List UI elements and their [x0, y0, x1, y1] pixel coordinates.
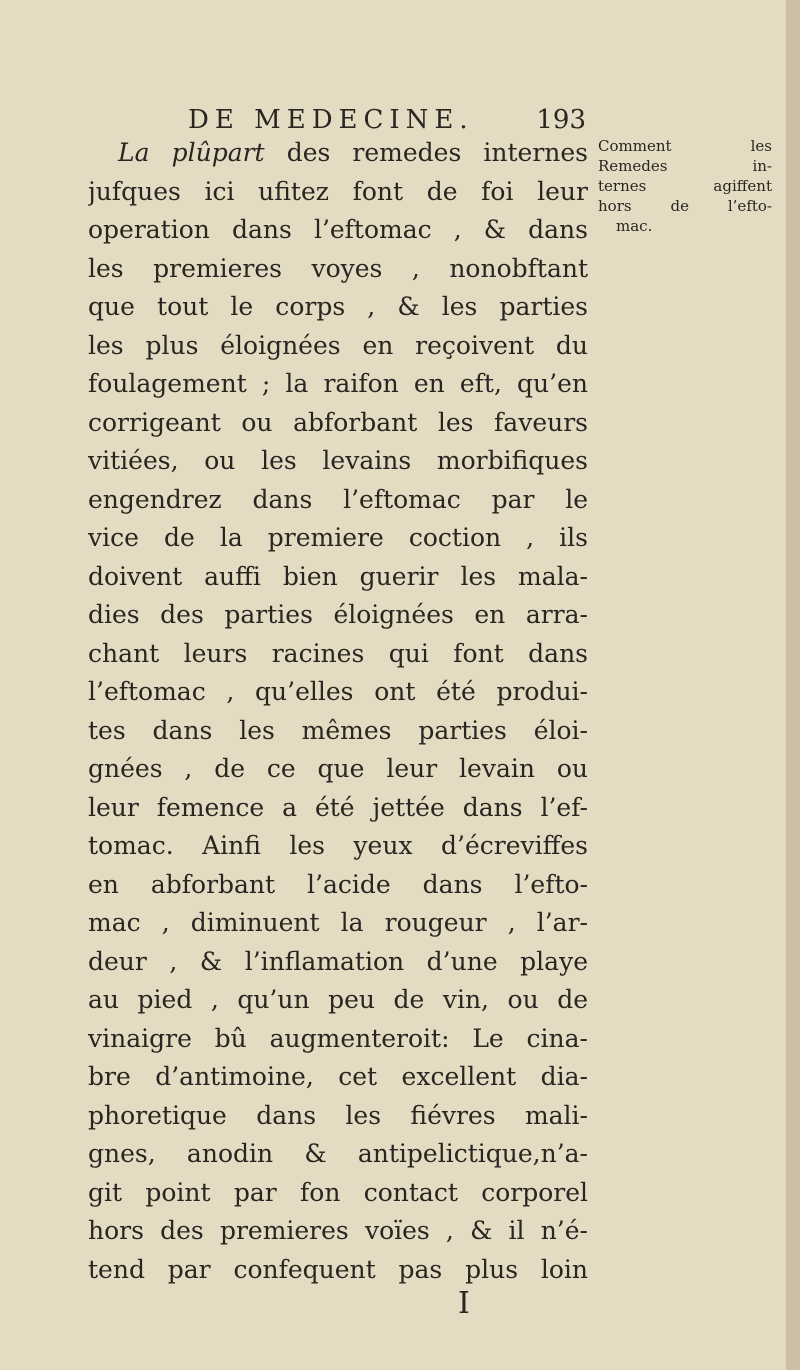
- body-line: tes dans les mêmes parties éloi-: [88, 715, 588, 745]
- page-edge: [786, 0, 800, 1370]
- margin-note-line: ternes agiffent: [598, 177, 772, 195]
- margin-note: [598, 136, 772, 236]
- body-line: vinaigre bû augmenteroit: Le cina-: [88, 1023, 588, 1053]
- page-number: 193: [536, 105, 586, 135]
- body-line: tomac. Ainfi les yeux d’écreviffes: [88, 831, 588, 860]
- body-line: l’eftomac , qu’elles ont été produi-: [88, 677, 588, 706]
- margin-note-line: mac.: [616, 217, 653, 235]
- body-line: hors des premieres voïes , & il n’é-: [88, 1216, 588, 1245]
- body-line: [88, 134, 588, 173]
- body-line: dies des parties éloignées en arra-: [88, 600, 588, 629]
- body-line-lead: La plûpart: [118, 138, 265, 167]
- body-line-rest: des remedes internes: [286, 138, 588, 167]
- body-line: jufques ici ufitez font de foi leur: [88, 176, 588, 206]
- body-line: doivent auffi bien guerir les mala-: [88, 561, 588, 591]
- body-line: au pied , qu’un peu de vin, ou de: [88, 985, 588, 1014]
- body-line: foulagement ; la raifon en eft, qu’en: [88, 369, 588, 398]
- body-line: vitiées, ou les levains morbifiques: [88, 446, 588, 475]
- body-line: gnées , de ce que leur levain ou: [88, 754, 588, 783]
- body-line: que tout le corps , & les parties: [88, 292, 588, 321]
- body-line: deur , & l’inflamation d’une playe: [88, 946, 588, 976]
- margin-note-line: Remedes in-: [598, 157, 772, 175]
- body-line: chant leurs racines qui font dans: [88, 638, 588, 668]
- margin-note-line: hors de l’efto-: [598, 197, 772, 215]
- body-line: vice de la premiere coction , ils: [88, 523, 588, 552]
- body-line: git point par fon contact corporel: [88, 1177, 588, 1207]
- body-line: engendrez dans l’eftomac par le: [88, 484, 588, 514]
- body-line: en abforbant l’acide dans l’efto-: [88, 869, 588, 899]
- body-line: corrigeant ou abforbant les faveurs: [88, 407, 588, 437]
- body-line: leur femence a été jettée dans l’ef-: [88, 792, 588, 822]
- body-line: les premieres voyes , nonobftant: [88, 253, 588, 283]
- body-text: [88, 134, 588, 1289]
- body-line: bre d’antimoine, cet excellent dia-: [88, 1062, 588, 1091]
- body-line: phoretique dans les fiévres mali-: [88, 1100, 588, 1130]
- signature-mark: I: [458, 1286, 470, 1321]
- margin-note-line: Comment les: [598, 137, 772, 155]
- body-line: operation dans l’eftomac , & dans: [88, 215, 588, 244]
- body-line: les plus éloignées en reçoivent du: [88, 330, 588, 360]
- body-line: tend par confequent pas plus loin: [88, 1254, 588, 1284]
- body-line: mac , diminuent la rougeur , l’ar-: [88, 908, 588, 937]
- running-head-title: DE MEDECINE.: [188, 105, 474, 135]
- body-line: gnes, anodin & antipelictique,n’a-: [88, 1139, 588, 1168]
